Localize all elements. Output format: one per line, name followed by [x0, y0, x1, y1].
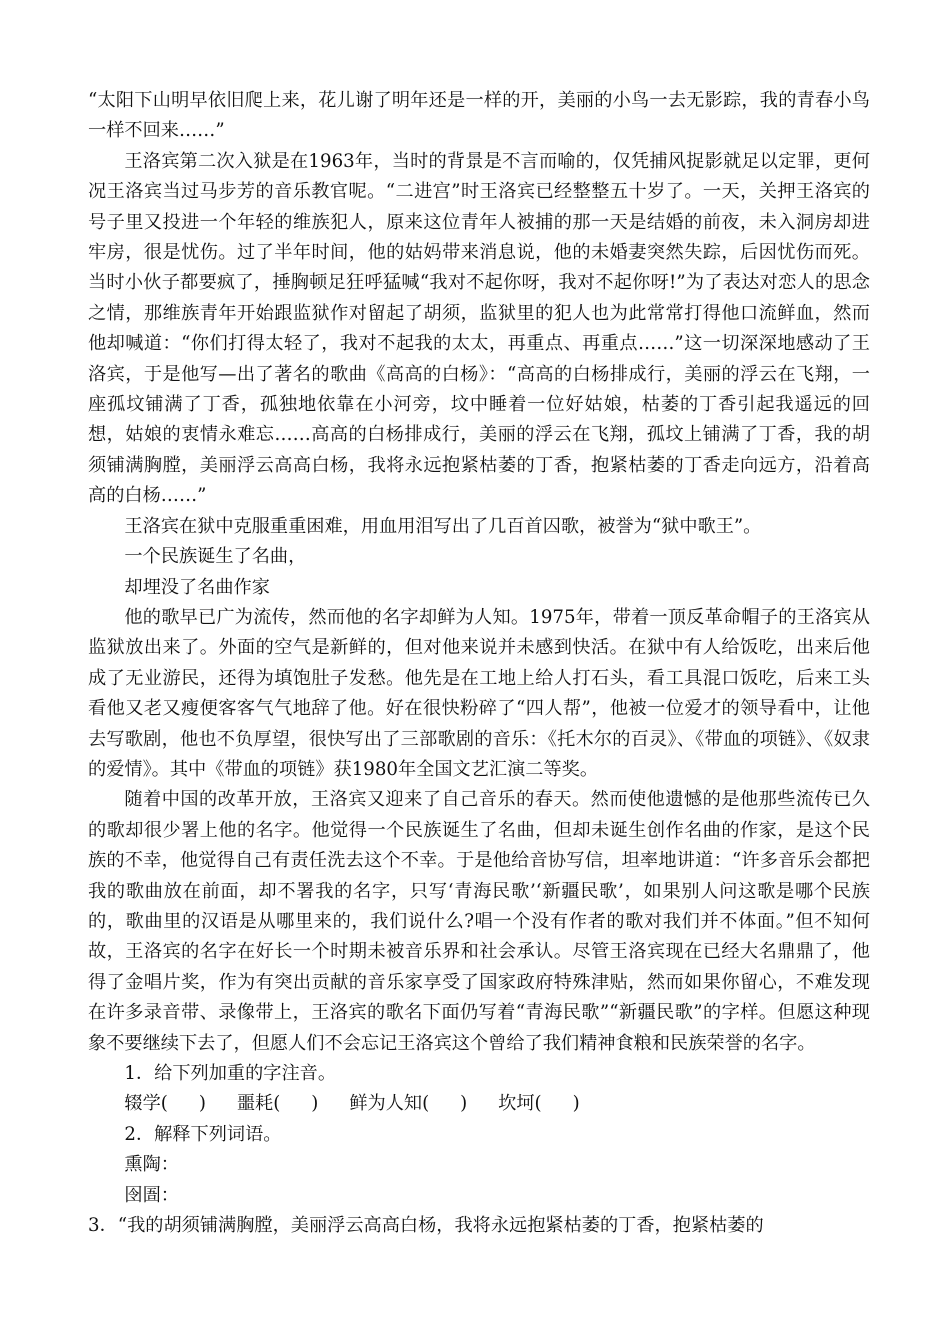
section-heading-line-1: 一个民族诞生了名曲，	[124, 546, 307, 568]
question-1-number: 1．	[124, 1063, 155, 1084]
q1-item-3: 鲜为人知(	[349, 1093, 430, 1115]
q1-item-3-close: )	[460, 1093, 468, 1115]
q1-item-4-close: )	[572, 1093, 580, 1115]
q2-item-1: 熏陶：	[124, 1154, 179, 1176]
question-2	[88, 1120, 870, 1150]
question-1-prompt: 给下列加重的字注音。	[154, 1063, 337, 1084]
paragraph-2: 王洛宾第二次入狱是在1963年，当时的背景是不言而喻的，仅凭捕风捉影就足以定罪，更何况王洛宾当过马步芳的音乐教官呢。“二进宫”时王洛宾已经整整五十岁了。一天，关押王洛宾的号子里又投进一个年轻的维族犯人，原来这位青年人被捕的那一天是结婚的前夜，未入洞房却进牢房，很是忧伤。过了半年时间，他的姑妈带来消息说，他的未婚妻突然失踪，后因忧伤而死。当时小伙子都要疯了，捶胸顿足狂呼猛喊“我对不起你呀，我对不起你呀!”为了表达对恋人的思念之情，那维族青年开始跟监狱作对留起了胡须，监狱里的犯人也为此常常打得他口流鲜血，然而他却喊道：“你们打得太轻了，我对不起我的太太，再重点、再重点……”这一切深深地感动了王洛宾，于是他写—出了著名的歌曲《高高的白杨》：“高高的白杨排成行，美丽的浮云在飞翔，一座孤坟铺满了丁香，孤独地依靠在小河旁，坟中睡着一位好姑娘，枯萎的丁香引起我遥远的回想，姑娘的衷情永难忘……高高的白杨排成行，美丽的浮云在飞翔，孤坟上铺满了丁香，我的胡须铺满胸膛，美丽浮云高高白杨，我将永远抱紧枯萎的丁香，抱紧枯萎的丁香走向远方，沿着高高的白杨……”	[88, 150, 870, 507]
section-heading-line-2: 却埋没了名曲作家	[124, 576, 270, 598]
paragraph-4: 他的歌早已广为流传，然而他的名字却鲜为人知。1975年，带着一顶反革命帽子的王洛宾从监狱放出来了。外面的空气是新鲜的，但对他来说并未感到快活。在狱中有人给饭吃，出来后他成了无业游民，还得为填饱肚子发愁。他先是在工地上给人打石头，看工具混口饭吃，后来工头看他又老又瘦便客客气气地辞了他。好在很快粉碎了“四人帮”，他被一位爱才的领导看中，让他去写歌剧，他也不负厚望，很快写出了三部歌剧的音乐：《托木尔的百灵》、《带血的项链》、《奴隶的爱情》。其中《带血的项链》获1980年全国文艺汇演二等奖。	[88, 606, 870, 780]
q1-item-2: 噩耗(	[236, 1093, 281, 1115]
question-3	[88, 1211, 870, 1241]
question-1-items	[88, 1089, 870, 1119]
q1-item-1-close: )	[198, 1093, 206, 1115]
question-1	[88, 1059, 870, 1089]
question-3-number: 3．	[88, 1215, 118, 1237]
q1-item-1: 辍学(	[124, 1093, 168, 1115]
question-2-number: 2．	[124, 1123, 155, 1145]
paragraph-3: 王洛宾在狱中克服重重困难，用血用泪写出了几百首囚歌，被誉为“狱中歌王”。	[124, 515, 762, 537]
question-2-prompt: 解释下列词语。	[154, 1123, 282, 1145]
question-3-prompt: “我的胡须铺满胸膛，美丽浮云高高白杨，我将永远抱紧枯萎的丁香，抱紧枯萎的	[117, 1215, 764, 1237]
q1-item-4: 坎坷(	[498, 1093, 542, 1115]
q2-item-2: 囹圄：	[124, 1184, 179, 1206]
paragraph-5: 随着中国的改革开放，王洛宾又迎来了自己音乐的春天。然而使他遗憾的是他那些流传已久的歌却很少署上他的名字。他觉得一个民族诞生了名曲，但却未诞生创作名曲的作家，是这个民族的不幸，他觉得自己有责任洗去这个不幸。于是他给音协写信，坦率地讲道：“许多音乐会都把我的歌曲放在前面，却不署我的名字，只写‘青海民歌’‘新疆民歌’，如果别人问这歌是哪个民族的，歌曲里的汉语是从哪里来的，我们说什么?唱一个没有作者的歌对我们并不体面。”但不知何故，王洛宾的名字在好长一个时期未被音乐界和社会承认。尽管王洛宾现在已经大名鼎鼎了，他得了金唱片奖，作为有突出贡献的音乐家享受了国家政府特殊津贴，然而如果你留心，不难发现在许多录音带、录像带上，王洛宾的歌名下面仍写着“青海民歌”“新疆民歌”的字样。但愿这种现象不要继续下去了，但愿人们不会忘记王洛宾这个曾给了我们精神食粮和民族荣誉的名字。	[88, 789, 870, 1054]
document-page	[88, 86, 870, 1241]
paragraph-1: “太阳下山明早依旧爬上来，花儿谢了明年还是一样的开，美丽的小鸟一去无影踪，我的青春小鸟一样不回来……”	[88, 90, 870, 142]
q1-item-2-close: )	[311, 1093, 319, 1115]
